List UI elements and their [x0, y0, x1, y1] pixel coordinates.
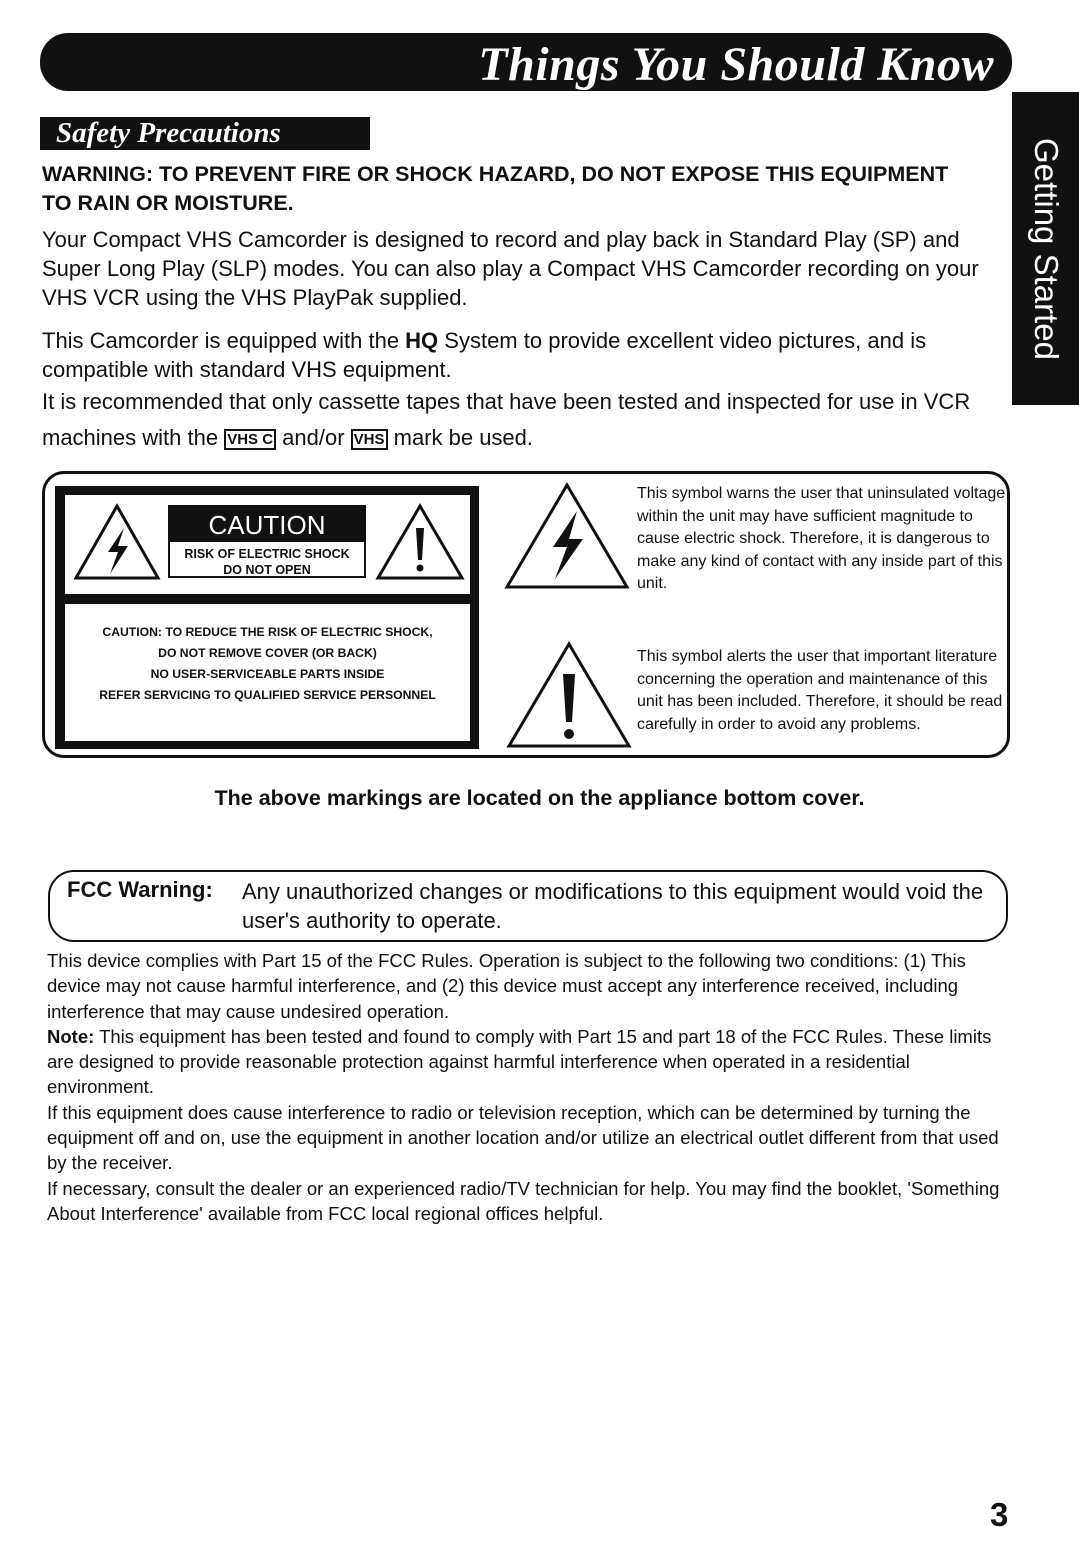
section-heading-label: Safety Precautions [56, 117, 281, 149]
exclamation-warning-icon [374, 502, 466, 582]
page-number: 3 [990, 1496, 1009, 1533]
fire-shock-warning: WARNING: TO PREVENT FIRE OR SHOCK HAZARD, DO NOT EXPOSE THIS EQUIPMENT TO RAIN OR MOISTURE. [42, 162, 949, 215]
intro-paragraph-3 [42, 384, 1002, 456]
caution-line: CAUTION: TO REDUCE THE RISK OF ELECTRIC SHOCK, [102, 625, 433, 639]
lightning-warning-icon [72, 502, 162, 582]
note-label: Note: [47, 1025, 95, 1047]
intro-p3-end: mark be used. [387, 425, 534, 450]
intro-paragraph-1: Your Compact VHS Camcorder is designed to record and play back in Standard Play (SP) and Super Long Play (SLP) modes. You can also play a Compact VHS Camcorder recording on your VHS VCR using the VHS PlayPak supplied. [42, 227, 979, 310]
intro-p2-text-end: System to provide excellent video pictures, and is compatible with standard VHS equipment. [42, 328, 927, 382]
caution-risk-text: RISK OF ELECTRIC SHOCK [184, 547, 350, 561]
page-title: Things You Should Know [478, 38, 994, 91]
title-banner [40, 33, 1012, 91]
hq-label: HQ [405, 328, 439, 353]
exclamation-symbol-description: This symbol alerts the user that important literature concerning the operation and maintenance of this unit has been included. Therefore, it should be read carefully in order to avoid any problems. [637, 648, 1003, 733]
fcc-warning-label: FCC Warning: [67, 877, 213, 902]
fcc-paragraph-3: If this equipment does cause interference to radio or television reception, which can be determined by turning the equipment off and on, use the equipment in another location and/or utilize an electrical outlet different from that used by the receiver. [47, 1101, 999, 1174]
vhs-logo: VHS [351, 429, 388, 450]
caution-line: NO USER-SERVICEABLE PARTS INSIDE [150, 667, 385, 681]
intro-p2-text: This Camcorder is equipped with the [42, 328, 406, 353]
intro-paragraph-2 [42, 326, 1002, 384]
fcc-paragraph-4: If necessary, consult the dealer or an experienced radio/TV technician for help. You may find the booklet, 'Something About Interference' available from FCC local regional offices helpful. [47, 1177, 1000, 1224]
lightning-symbol-icon [503, 481, 631, 591]
fcc-note-paragraph [47, 1024, 1007, 1100]
section-heading [40, 117, 370, 150]
caution-instructions [65, 622, 470, 706]
chapter-tab [1012, 92, 1079, 405]
caution-badge [168, 505, 366, 578]
fcc-paragraph-1: This device complies with Part 15 of the FCC Rules. Operation is subject to the following two conditions: (1) This device may not cause harmful interference, and (2) this device must accept any interference received, including interference that may cause undesired operation. [47, 950, 966, 1022]
caution-title: CAUTION [170, 507, 364, 542]
caution-line: REFER SERVICING TO QUALIFIED SERVICE PERSONNEL [99, 688, 436, 702]
exclamation-symbol-icon [505, 640, 633, 750]
note-text: This equipment has been tested and found to comply with Part 15 and part 18 of the FCC Rules. These limits are designed to provide reasonable protection against harmful interference when operated in a residential environment. [47, 1025, 992, 1098]
intro-p3-mid: and/or [276, 425, 351, 450]
caution-do-not-open: DO NOT OPEN [223, 563, 311, 577]
fcc-compliance-text [47, 948, 1007, 1226]
chapter-tab-label: Getting Started [1027, 137, 1065, 360]
caution-line: DO NOT REMOVE COVER (OR BACK) [158, 646, 377, 660]
vhs-c-logo: VHS C [224, 429, 276, 450]
intro-p3-text: It is recommended that only cassette tapes that have been tested and inspected for use in VCR machines with the [42, 389, 971, 450]
fcc-warning-text: Any unauthorized changes or modifications to this equipment would void the user's authority to operate. [242, 879, 984, 933]
lightning-symbol-description: This symbol warns the user that uninsulated voltage within the unit may have sufficient magnitude to cause electric shock. Therefore, it is dangerous to make any kind of contact with any inside part of this unit. [637, 485, 1006, 592]
markings-location-note: The above markings are located on the appliance bottom cover. [214, 786, 865, 810]
